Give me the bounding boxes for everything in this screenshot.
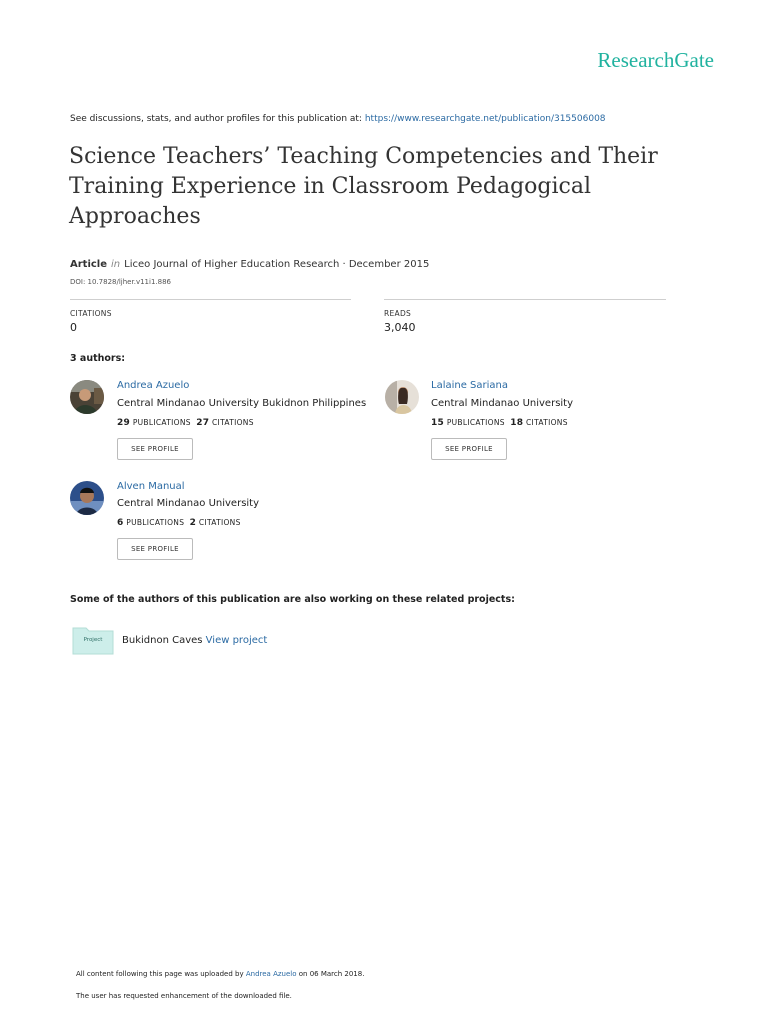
journal-name: Liceo Journal of Higher Education Research · December 2015 — [124, 259, 430, 270]
upload-prefix: All content following this page was uploaded by — [76, 970, 244, 978]
citation-count: 27 — [196, 418, 210, 428]
publications-label: PUBLICATIONS — [132, 418, 191, 427]
doi-text: DOI: 10.7828/ljher.v11i1.886 — [70, 278, 171, 286]
publication-count: 29 — [117, 418, 131, 428]
publication-source-line — [70, 114, 606, 124]
reads-label: READS — [384, 309, 412, 318]
author-institution: Central Mindanao University — [117, 498, 260, 509]
see-profile-button[interactable]: SEE PROFILE — [431, 438, 507, 460]
publication-url-link[interactable]: https://www.researchgate.net/publication/315506008 — [364, 114, 606, 124]
citations-value: 0 — [70, 321, 77, 334]
avatar[interactable] — [70, 481, 104, 515]
upload-note — [76, 970, 364, 978]
citations-divider — [70, 299, 351, 300]
citations-label: CITATIONS — [526, 418, 568, 427]
related-projects-heading: Some of the authors of this publication are also working on these related projects: — [70, 594, 515, 605]
project-name: Bukidnon Caves — [122, 635, 203, 646]
publication-meta — [70, 259, 429, 270]
author-stats — [117, 518, 241, 528]
citations-label: CITATIONS — [198, 518, 241, 527]
authors-heading: 3 authors: — [70, 353, 126, 364]
project-item — [122, 635, 267, 646]
source-prefix: See discussions, stats, and author profiles for this publication at: — [70, 114, 362, 124]
author-photo-icon — [385, 380, 419, 414]
see-profile-button[interactable]: SEE PROFILE — [117, 438, 193, 460]
author-photo-icon — [70, 481, 104, 515]
project-folder-icon[interactable] — [72, 625, 114, 655]
citation-count: 2 — [189, 518, 197, 528]
author-name-link[interactable]: Andrea Azuelo — [117, 380, 190, 391]
view-project-link[interactable]: View project — [205, 635, 268, 646]
avatar[interactable] — [70, 380, 104, 414]
reads-value: 3,040 — [384, 321, 416, 334]
upload-suffix: on 06 March 2018. — [298, 970, 365, 978]
citations-label: CITATIONS — [212, 418, 254, 427]
avatar[interactable] — [385, 380, 419, 414]
publications-label: PUBLICATIONS — [126, 518, 185, 527]
uploader-link[interactable]: Andrea Azuelo — [245, 970, 297, 978]
citations-label: CITATIONS — [70, 309, 112, 318]
author-name-link[interactable]: Alven Manual — [117, 481, 185, 492]
publication-title: Science Teachers’ Teaching Competencies and Their Training Experience in Classroom Pedagogical Approaches — [69, 144, 658, 229]
author-stats — [117, 418, 254, 428]
see-profile-button[interactable]: SEE PROFILE — [117, 538, 193, 560]
publications-label: PUBLICATIONS — [446, 418, 505, 427]
project-icon-label: Project — [83, 637, 103, 643]
publication-count: 6 — [117, 518, 124, 528]
reads-divider — [384, 299, 666, 300]
publication-count: 15 — [431, 418, 445, 428]
article-type: Article — [70, 259, 108, 270]
author-institution: Central Mindanao University Bukidnon Philippines — [117, 398, 367, 409]
enhancement-note: The user has requested enhancement of the downloaded file. — [76, 992, 292, 1000]
author-stats — [431, 418, 568, 428]
author-institution: Central Mindanao University — [431, 398, 574, 409]
in-label: in — [111, 259, 121, 270]
author-name-link[interactable]: Lalaine Sariana — [431, 380, 509, 391]
author-photo-icon — [70, 380, 104, 414]
citation-count: 18 — [510, 418, 524, 428]
researchgate-logo[interactable]: ResearchGate — [597, 48, 714, 72]
